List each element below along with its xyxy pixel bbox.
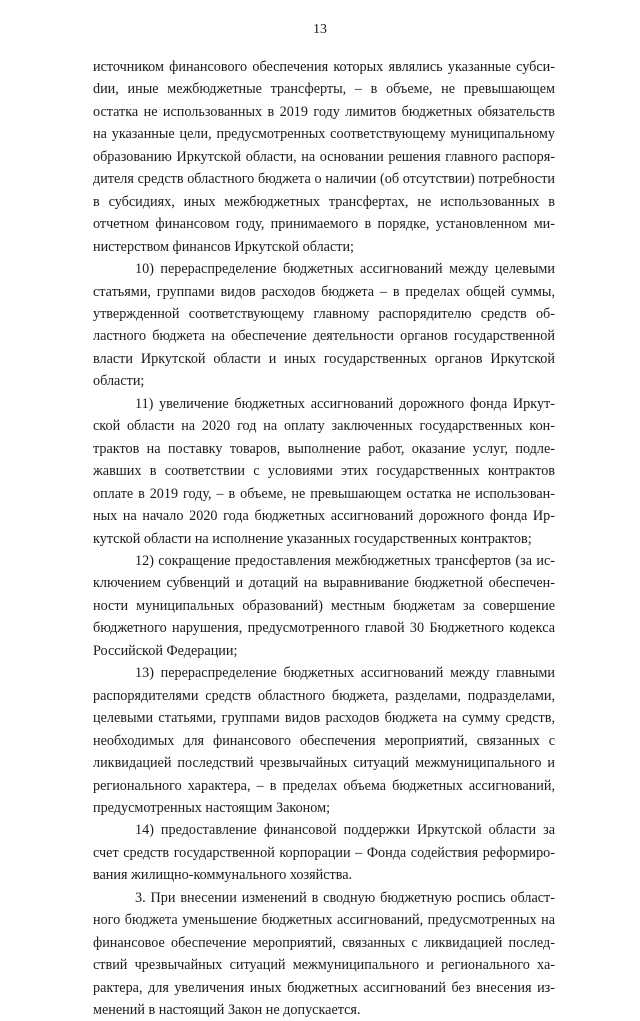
paragraph-continuation: источником финансового обеспечения которых являлись указанные субсиdии, иные межбюджетные трансферты, – в объеме, не превышающем остатка не использованных в 2019 году лимитов бюджетных обязательств на указанные цели, предусмотренных соответствующему муниципальному образованию Иркутской области, на основании решения главного распорядителя средств областного бюджета о наличии (об отсутствии) потребности в субсидиях, иных межбюджетных трансфертах, не использованных в отчетном финансовом году, принимаемого в порядке, установленном министерством финансов Иркутской области; <box>93 59 555 255</box>
paragraph-clause-3: 3. При внесении изменений в сводную бюджетную роспись областного бюджета уменьшение бюджетных ассигнований, предусмотренных на финансовое обеспечение мероприятий, связанных с ликвидацией последствий чрезвычайных ситуаций межмуниципального и регионального характера, для увеличения иных бюджетных ассигнований без внесения изменений в настоящий Закон не допускается. <box>93 889 555 1019</box>
paragraph-item-12: 12) сокращение предоставления межбюджетных трансфертов (за исключением субвенций и дотаций на выравнивание бюджетной обеспеченности муниципальных образований) местным бюджетам за совершение бюджетного нарушения, предусмотренного главой 30 Бюджетного кодекса Российской Федерации; <box>93 552 555 659</box>
paragraph-item-14: 14) предоставление финансовой поддержки Иркутской области за счет средств государственной корпорации – Фонда содействия реформирования жилищно-коммунального хозяйства. <box>93 822 555 884</box>
document-body <box>93 56 555 1021</box>
paragraph-item-13: 13) перераспределение бюджетных ассигнований между главными распорядителями средств областного бюджета, разделами, подразделами, целевыми статьями, группами видов расходов бюджета на сумму средств, необходимых для финансового обеспечения мероприятий, связанных с ликвидацией последствий чрезвычайных ситуаций межмуниципального и регионального характера, – в пределах объема бюджетных ассигнований, предусмотренных настоящим Законом; <box>93 665 555 816</box>
paragraph-item-10: 10) перераспределение бюджетных ассигнований между целевыми статьями, группами видов расходов бюджета – в пределах общей суммы, утвержденной соответствующему главному распорядителю средств областного бюджета на обеспечение деятельности органов государственной власти Иркутской области и иных государственных органов Иркутской области; <box>93 261 555 390</box>
paragraph-item-11: 11) увеличение бюджетных ассигнований дорожного фонда Иркутской области на 2020 год на оплату заключенных государственных контрактов на поставку товаров, выполнение работ, оказание услуг, подлежавших в соответствии с условиями этих государственных контрактов оплате в 2019 году, – в объеме, не превышающем остатка не использованных на начало 2020 года бюджетных ассигнований дорожного фонда Иркутской области на исполнение указанных государственных контрактов; <box>93 395 555 547</box>
page-number: 13 <box>313 22 327 37</box>
